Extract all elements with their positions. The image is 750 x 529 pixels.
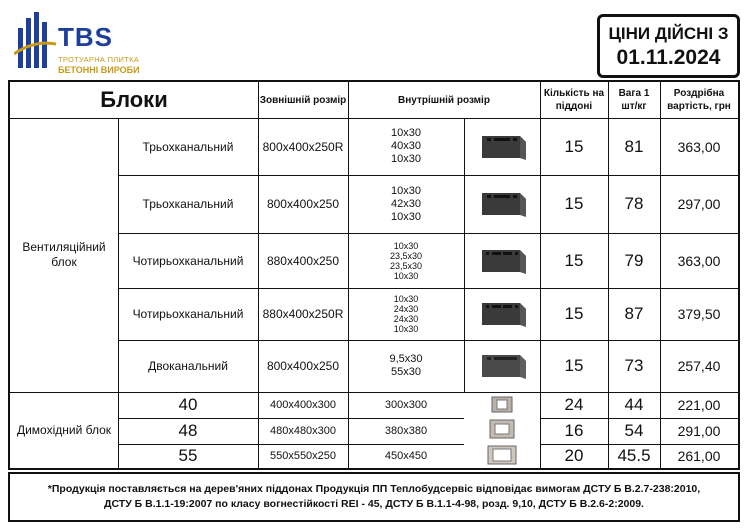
vent-row-1-weight: 81 — [624, 136, 644, 156]
vent-row-2-price: 297,00 — [677, 196, 721, 212]
chimney-block-icon — [487, 444, 517, 466]
vent-row-5-inner — [348, 340, 464, 392]
header-outer-size: Зовнішній розмір — [259, 94, 347, 106]
inner-dim: 10х30 — [391, 127, 421, 139]
inner-dim: 10х30 — [393, 270, 419, 281]
brand-name: TBS — [58, 22, 113, 52]
header-inner-size: Внутрішній розмір — [398, 94, 490, 106]
chimney-images — [464, 392, 540, 468]
vent-row-4-image — [464, 288, 540, 340]
vent-row-5-image — [464, 340, 540, 392]
compliance-note-line-2: ДСТУ Б В.1.1-19:2007 по класу вогнестійкості REI - 45, ДСТУ Б В.1.1-4-98, розд. 9,10, ДСТУ Б В.2.6-2:2009. — [104, 498, 644, 510]
prices-valid-from — [597, 14, 740, 78]
header-price: Роздрібна вартість, грн — [667, 88, 731, 112]
chimney-row-1-qty: 24 — [564, 395, 584, 414]
brand-subtitle: БЕТОННІ ВИРОБИ — [58, 65, 140, 75]
group-ventilation: Вентиляційний блок — [22, 240, 106, 269]
vent-row-3-outer: 880х400х250 — [266, 253, 340, 268]
header-quantity: Кількість на піддоні — [543, 88, 605, 112]
inner-dim: 9,5х30 — [389, 353, 423, 365]
vent-row-3-name: Чотирьохканальний — [132, 253, 244, 268]
inner-dim: 55х30 — [391, 366, 421, 378]
chimney-row-3-name: 55 — [178, 446, 198, 465]
chimney-row-3-inner: 450х450 — [384, 449, 428, 462]
tbs-logo-icon — [14, 10, 56, 72]
chimney-row-2-inner: 380х380 — [384, 424, 428, 437]
group-chimney: Димохідний блок — [16, 422, 112, 437]
chimney-row-3-price: 261,00 — [677, 448, 721, 464]
four-channel-block-icon — [476, 299, 528, 329]
price-table — [8, 80, 740, 470]
brand-logo — [14, 10, 164, 78]
chimney-row-2-price: 291,00 — [677, 423, 721, 439]
vent-row-5-qty: 15 — [564, 356, 584, 375]
compliance-note — [8, 472, 740, 522]
table-title: Блоки — [100, 87, 168, 112]
chimney-row-1-weight: 44 — [624, 395, 644, 414]
inner-dim: 10х30 — [393, 324, 419, 334]
inner-dim: 10х30 — [393, 294, 419, 304]
chimney-block-icon — [489, 418, 515, 440]
chimney-row-3-outer: 550х550х250 — [269, 449, 337, 462]
chimney-row-2-qty: 16 — [564, 421, 584, 440]
validity-label: ЦІНИ ДІЙСНІ З — [608, 24, 729, 43]
compliance-note-line-1: *Продукція поставляється на дерев'яних піддонах Продукція ПП Теплобудсервіс відповідає вимогам ДСТУ Б В.2.7-238:2010, — [47, 483, 701, 495]
three-channel-block-icon — [476, 189, 528, 219]
vent-row-4-inner — [348, 288, 464, 340]
vent-row-2-weight: 78 — [624, 194, 644, 213]
vent-row-3-qty: 15 — [564, 250, 584, 270]
vent-row-1-image — [464, 118, 540, 175]
inner-dim: 24х30 — [393, 304, 419, 314]
vent-row-2-outer: 800х400х250 — [266, 197, 340, 211]
vent-row-4-qty: 15 — [564, 304, 584, 323]
vent-row-5-price: 257,40 — [677, 358, 721, 374]
vent-row-1-inner — [348, 118, 464, 175]
four-channel-block-icon — [476, 246, 528, 276]
inner-dim: 10х30 — [393, 240, 419, 251]
header-weight: Вага 1 шт/кг — [618, 88, 650, 112]
brand-tagline: ТРОТУАРНА ПЛИТКА — [58, 55, 140, 64]
vent-row-2-qty: 15 — [564, 194, 584, 213]
vent-row-1-outer: 800х400х250R — [262, 139, 344, 154]
inner-dim: 10х30 — [391, 153, 421, 165]
inner-dim: 23,5х30 — [389, 250, 423, 261]
chimney-row-3-weight: 45.5 — [617, 446, 651, 465]
chimney-row-2-outer: 480х480х300 — [269, 424, 337, 437]
chimney-row-3-qty: 20 — [564, 446, 584, 465]
chimney-block-icon — [491, 394, 513, 414]
chimney-row-2-name: 48 — [178, 421, 198, 440]
vent-row-2-inner — [348, 175, 464, 233]
chimney-row-1-outer: 400х400х300 — [269, 398, 337, 411]
vent-row-4-weight: 87 — [624, 304, 644, 323]
vent-row-4-name: Чотирьохканальний — [132, 307, 244, 321]
chimney-row-1-name: 40 — [178, 395, 198, 414]
vent-row-2-image — [464, 175, 540, 233]
vent-row-4-price: 379,50 — [677, 306, 721, 322]
chimney-row-1-inner: 300х300 — [384, 398, 428, 411]
inner-dim: 23,5х30 — [389, 260, 423, 271]
inner-dim: 40х30 — [391, 140, 421, 152]
vent-row-1-qty: 15 — [564, 136, 584, 156]
inner-dim: 24х30 — [393, 314, 419, 324]
vent-row-5-name: Двоканальний — [148, 359, 228, 373]
vent-row-1-price: 363,00 — [677, 138, 721, 155]
chimney-row-1-price: 221,00 — [677, 397, 721, 413]
vent-row-3-inner — [348, 233, 464, 288]
vent-row-3-weight: 79 — [624, 250, 644, 270]
inner-dim: 10х30 — [391, 210, 421, 223]
vent-row-3-image — [464, 233, 540, 288]
chimney-row-2-weight: 54 — [624, 421, 644, 440]
inner-dim: 10х30 — [391, 184, 421, 197]
vent-row-2-name: Трьохканальний — [142, 197, 234, 211]
vent-row-5-outer: 800х400х250 — [266, 359, 340, 373]
inner-dim: 42х30 — [391, 197, 421, 210]
validity-date: 01.11.2024 — [616, 46, 721, 69]
three-channel-block-icon — [476, 132, 528, 162]
vent-row-5-weight: 73 — [624, 356, 644, 375]
vent-row-4-outer: 880х400х250R — [262, 307, 344, 321]
vent-row-1-name: Трьохканальний — [142, 139, 234, 154]
two-channel-block-icon — [476, 351, 528, 381]
vent-row-3-price: 363,00 — [677, 252, 721, 269]
